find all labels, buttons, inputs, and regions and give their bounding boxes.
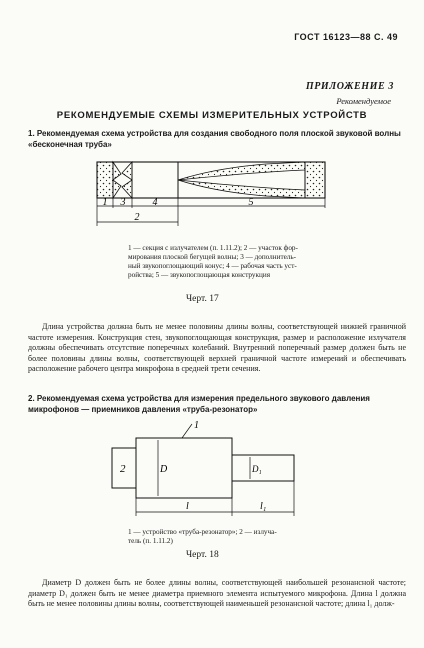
fig18-label-D: D — [160, 464, 168, 475]
caption-line: мирования плоской бегущей волны; 3 — дополнитель- — [128, 253, 297, 261]
caption-line: ный звукопоглощающий конус; 4 — рабочая часть уст- — [128, 262, 297, 270]
fig17-label-2: 2 — [134, 212, 140, 223]
figure-18-title: Черт. 18 — [186, 550, 219, 560]
fig18-label-1: 1 — [194, 420, 199, 431]
fig17-label-4: 4 — [152, 197, 158, 208]
fig17-label-5: 5 — [248, 197, 254, 208]
paragraph-1: Длина устройства должна быть не менее половины длины волны, соответствующей нижней граничной частоте измерения. Конструкция стен, звукопоглощающая конструкция, размер и расположение излучателя должны обеспечивать отсутствие поперечных колебаний. Внутренний поперечный размер должен быть не более половины длины волны, соответствующей верхней граничной частоте измерений и обеспечивать расположение рабочего центра микрофона в средней трети сечения. — [28, 322, 406, 373]
fig18-label-l1: l₁ — [260, 501, 267, 512]
figure-18-diagram — [100, 420, 330, 520]
caption-line: 1 — секция с излучателем (п. 1.11.2); 2 — участок фор- — [128, 244, 298, 252]
fig18-label-D1: D₁ — [252, 464, 262, 474]
main-title: РЕКОМЕНДУЕМЫЕ СХЕМЫ ИЗМЕРИТЕЛЬНЫХ УСТРОЙСТВ — [56, 110, 368, 121]
fig17-label-1: 1 — [102, 197, 108, 208]
caption-line: 1 — устройство «труба-резонатор»; 2 — излуча- — [128, 528, 277, 536]
page-header: ГОСТ 16123—88 С. 49 — [294, 32, 398, 42]
caption-line: тель (п. 1.11.2) — [128, 537, 173, 545]
appendix-subtitle: Рекомендуемое — [336, 96, 391, 106]
fig18-label-2: 2 — [120, 463, 126, 475]
section-1-heading: 1. Рекомендуемая схема устройства для создания свободного поля плоской звуковой волны «бесконечная труба» — [28, 129, 401, 149]
fig17-label-3: 3 — [120, 197, 126, 208]
figure-18-caption — [128, 528, 304, 546]
figure-17-caption — [128, 244, 306, 280]
figure-17-diagram — [96, 158, 336, 238]
paragraph-2: Диаметр D должен быть не более длины волны, соответствующей наибольшей резонансной частоте; диаметр D₁ должен быть не менее диаметра приемного элемента испытуемого микрофона. Длина l должна быть не менее половины длины волны, соответствующей наименьшей резонансной частоте; длина l₁ долж- — [28, 578, 406, 608]
appendix-title: ПРИЛОЖЕНИЕ 3 — [305, 81, 394, 92]
section-2-heading: 2. Рекомендуемая схема устройства для измерения предельного звукового давления микрофонов — приемников давления «труба-резонатор» — [28, 394, 370, 414]
figure-17-title: Черт. 17 — [186, 294, 219, 304]
caption-line: ройства; 5 — звукопоглощающая конструкция — [128, 271, 271, 279]
fig18-label-l: l — [186, 501, 189, 512]
